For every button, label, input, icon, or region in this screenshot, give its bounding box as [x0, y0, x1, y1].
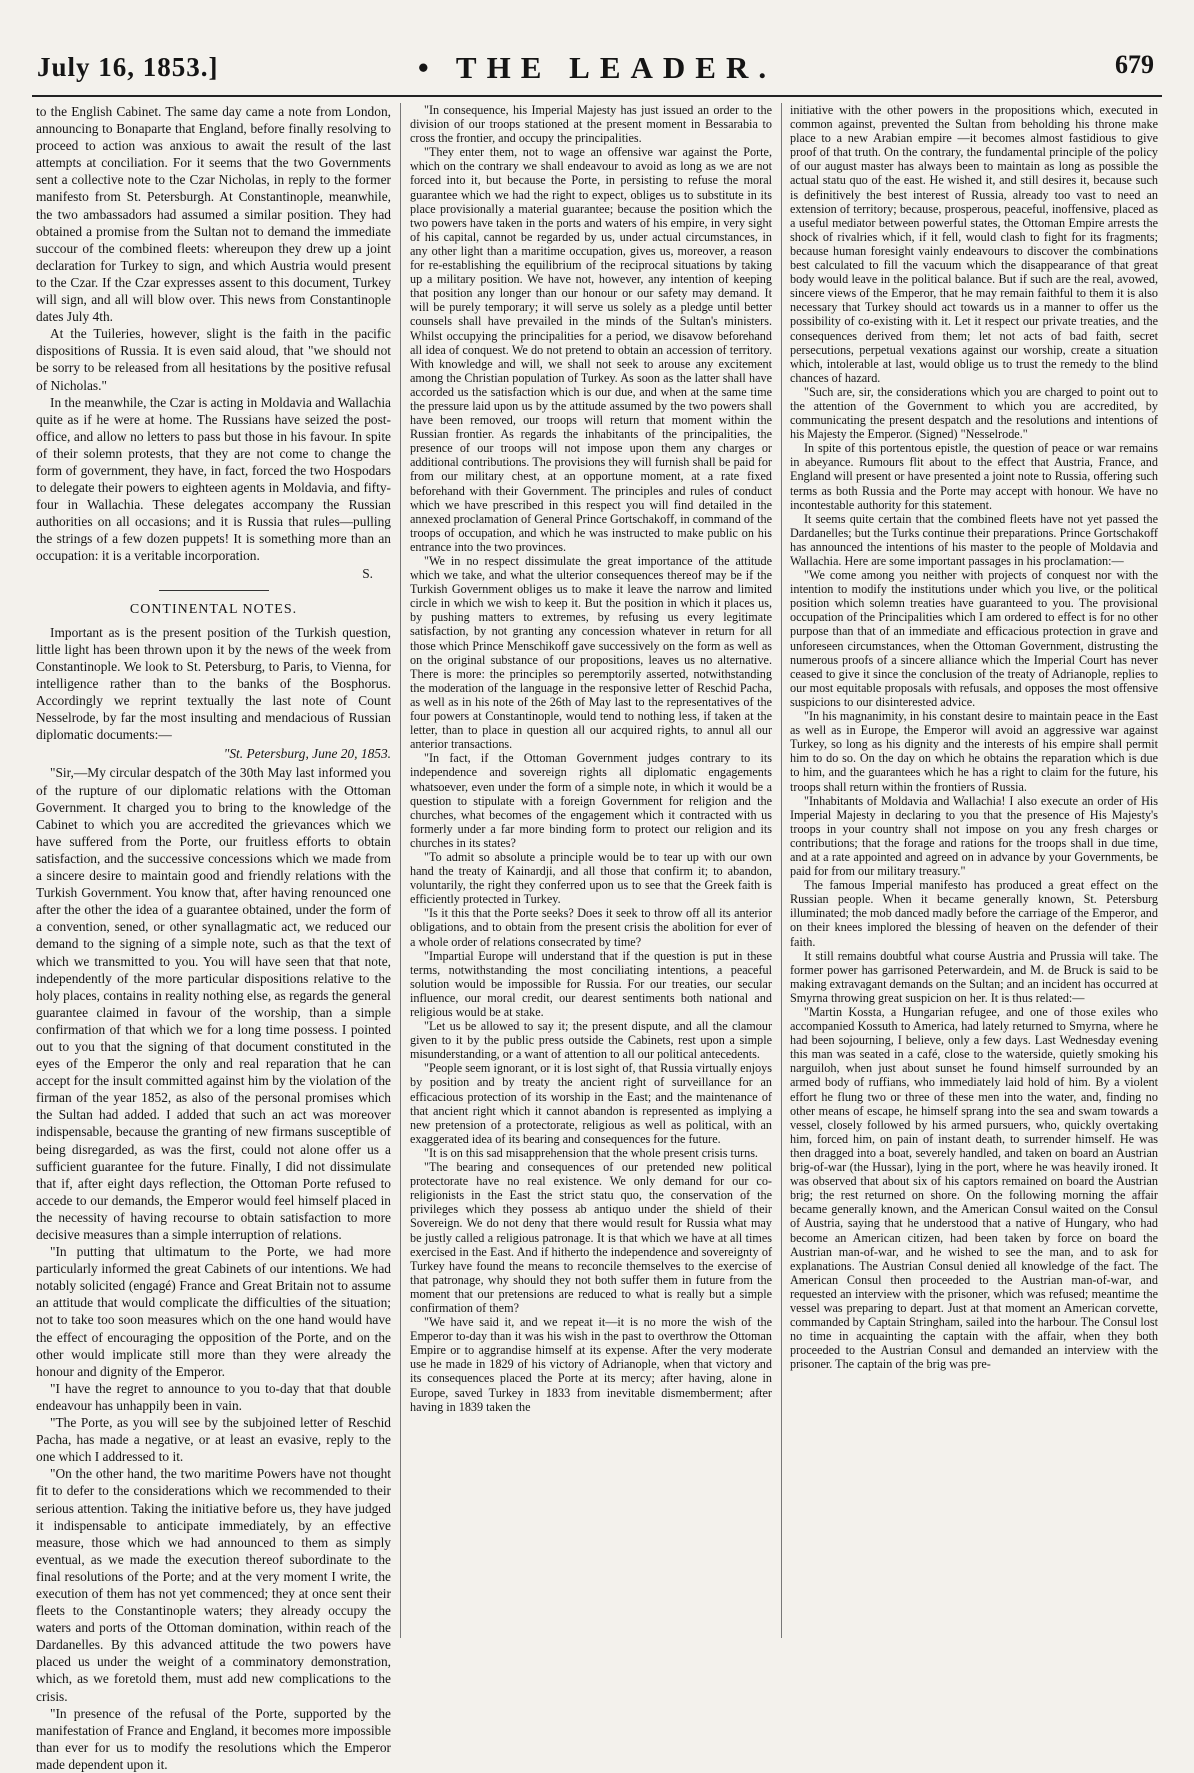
paragraph: "To admit so absolute a principle would be to tear up with our own hand the treaty of Kainardji, and all those that confirm it; to abandon, voluntarily, the right they conferred upon us to see that the Greek faith is efficiently protected in Turkey.: [410, 849, 772, 907]
paragraph: "We come among you neither with projects of conquest nor with the intention to modify the institutions under which you live, or the political position which solemn treaties have guaranteed to you. The provisional occupation of the Principalities which I am ordered to effect is for no other purpose than that of an immediate and efficacious protection in grave and unforeseen circumstances, when the Ottoman Government, distrusting the numerous proofs of a sincere alliance which the Imperial Court has never ceased to give it since the conclusion of the treaty of Adrianople, replies to our most equitable proposals with refusals, and opposes the most offensive suspicions to our disinterested advice.: [790, 568, 1158, 709]
paragraph: "Is it this that the Porte seeks? Does it seek to throw off all its anterior obligations, and to obtain from the present crisis the abolition for ever of a whole order of relations consecrated by time?: [410, 906, 772, 949]
paragraph: "In putting that ultimatum to the Porte, we had more particularly informed the great Cabinets of our intentions. We had notably solicited (engagé) France and Great Britain not to assume an attitude that would complicate the difficulties of the situation; not to take too soon measures which on the one hand would have the effect of encouraging the opposition of the Porte, and on the other would implicate still more than they were already the honour and dignity of the Emperor.: [36, 1244, 391, 1379]
column-divider: [781, 103, 782, 1638]
paragraph: initiative with the other powers in the propositions which, executed in common against, prevented the Sultan from beholding his throne make place to a new Arabian empire —it becomes almost fastidious to give proof of that truth. On the contrary, the fundamental principle of the policy of our august master has always been to maintain as long as possible the actual statu quo of the east. He wished it, and still desires it, because such is definitively the best interest of Russia, already too vast to need an extension of territory; because, prosperous, peaceful, inoffensive, placed as a useful mediator between powerful states, the Ottoman Empire arrests the shock of rivalries which, if it fell, would clash to fight for its fragments; because human foresight vainly endeavours to discover the combinations best calculated to fill the vacuum which the disappearance of that great body would leave in the political balance. But if such are the real, avowed, sincere views of the Emperor, that he may remain faithful to them it is also necessary that Turkey should act towards us in a manner to offer us the possibility of co-existing with it. Let it respect our private treaties, and the consequences derived from them; let not acts of bad faith, secret persecutions, perpetual vexations against our worship, create a situation which, intolerable at last, would oblige us to trust the remedy to the blind chances of hazard.: [790, 103, 1158, 385]
paragraph: "Inhabitants of Moldavia and Wallachia! I also execute an order of His Imperial Majesty in declaring to you that the presence of His Majesty's troops in your country shall not impose on you any fresh charges or contributions; that the forage and rations for the troops shall in due time, and at a rate appointed and agreed on in advance by your Governments, be paid for from our military treasury.": [790, 793, 1158, 879]
paragraph: In spite of this portentous epistle, the question of peace or war remains in abeyance. Rumours flit about to the effect that Austria, France, and England will present or have presented a joint note to Russia, offering such terms as both Russia and the Porte may accept with honour. We have no incontestable authority for this statement.: [790, 441, 1158, 512]
paragraph: "On the other hand, the two maritime Powers have not thought fit to defer to the considerations which we recommended to their serious attention. Taking the initiative before us, they have judged it indispensable to anticipate immediately, by an effective measure, those which we had announced to them as simply eventual, as we made the execution thereof subordinate to the final resolutions of the Porte; and at the very moment I write, the execution of them has not yet commenced; they at once sent their fleets to the Constantinople waters; they already occupy the waters and ports of the Ottoman domination, within reach of the Dardanelles. By this advanced attitude the two powers have placed us under the weight of a comminatory demonstration, which, as we foretold them, must add new complications to the crisis.: [36, 1466, 391, 1704]
paragraph: "In his magnanimity, in his constant desire to maintain peace in the East as well as in Europe, the Emperor will avoid an aggressive war against Turkey, so long as his dignity and the interests of his empire shall permit him to do so. On the day on which he obtains the reparation which is due to him, and the guarantees which he has a right to claim for the future, his troops shall return within the frontiers of Russia.: [790, 709, 1158, 794]
column-divider: [400, 103, 401, 1638]
paragraph: "In presence of the refusal of the Porte, supported by the manifestation of France and England, it becomes more impossible than ever for us to modify the resolutions which the Emperor made dependent upon it.: [36, 1705, 391, 1772]
newspaper-title: • THE LEADER.: [417, 50, 777, 85]
paragraph: "In fact, if the Ottoman Government judges contrary to its independence and sovereign rights all diplomatic engagements whatsoever, even under the form of a simple note, in which it would be a question to stipulate with a foreign Government for religion and the churches, what becomes of the engagement which it contracted with us formerly under a far more binding form to protect our religion and its churches in its states?: [410, 751, 772, 850]
page-number: 679: [1115, 50, 1154, 79]
issue-date: July 16, 1853.]: [37, 52, 219, 82]
paragraph: "The bearing and consequences of our pretended new political protectorate have no real existence. We only demand for our co-religionists in the East the strict statu quo, the conservation of the privileges which they possess ab antiquo under the shield of their Sovereign. We do not deny that there would result for Russia what may be justly called a religious patronage. It is that which we have at all times exercised in the East. And if hitherto the independence and sovereignty of Turkey have found the means to reconcile themselves to the exercise of that patronage, why should they not both suffer them in future from the moment that our pretensions are reduced to what is really but a simple confirmation of them?: [410, 1160, 772, 1315]
paragraph: At the Tuileries, however, slight is the faith in the pacific dispositions of Russia. It is even said aloud, that "we should not be sorry to be released from all hesitations by the positive refusal of Nicholas.": [36, 326, 391, 393]
page-header: [0, 0, 1194, 92]
paragraph: "The Porte, as you will see by the subjoined letter of Reschid Pacha, has made a negative, or at least an evasive, reply to the one which I addressed to it.: [36, 1415, 391, 1465]
paragraph: "Let us be allowed to say it; the present dispute, and all the clamour given to it by the public press outside the Cabinets, rest upon a simple misunderstanding, or a want of attention to all our political antecedents.: [410, 1019, 772, 1062]
section-heading: CONTINENTAL NOTES.: [129, 601, 298, 617]
paragraph: "In consequence, his Imperial Majesty has just issued an order to the division of our troops stationed at the present moment in Bessarabia to cross the frontier, and occupy the principalities.: [410, 103, 772, 146]
paragraph: "Such are, sir, the considerations which you are charged to point out to the attention of the Government to which you are accredited, by communicating the present despatch and the resolutions and intentions of his Majesty the Emperor. (Signed) "Nesselrode.": [790, 384, 1158, 442]
paragraph: It seems quite certain that the combined fleets have not yet passed the Dardanelles; but the Turks continue their preparations. Prince Gortschakoff has announced the intentions of his master to the people of Moldavia and Wallachia. Here are some important passages in his proclamation:—: [790, 511, 1158, 568]
paragraph: "Martin Kossta, a Hungarian refugee, and one of those exiles who accompanied Kossuth to America, had lately returned to Smyrna, where he had been sojourning, I believe, only a few days. Last Wednesday evening this man was seated in a café, close to the waterside, quietly smoking his narguiloh, when just about sunset he found himself surrounded by an armed body of ruffians, who immediately laid hold of him. By a violent effort he flung two or three of these men into the water, and, finding no other means of escape, he himself sprang into the sea and swam towards a vessel, closely followed by his armed pursuers, who, quickly overtaking him, forced him, on pain of instant death, to surrender himself. He was then dragged into a boat, severely handled, and taken on board an Austrian brig-of-war (the Hussar), lying in the port, where he was heavily ironed. It was observed that about six of his captors remained on board the Austrian brig; the rest returned on shore. On the following morning the affair became generally known, and the American Consul waited on the Consul of Austria, saying that he understood that a native of Hungary, who had become an American citizen, had been taken by force on board the Austrian man-of-war, and he wished to see the man, and to ask for explanations. The Austrian Consul denied all knowledge of the fact. The American Consul then proceeded to the Austrian man-of-war, and requested an interview with the prisoner, which was refused; meantime the vessel was preparing to depart. Just at that moment an American corvette, commanded by Captain Stringham, sailed into the harbour. The Consul lost no time in acquainting the captain with the affair, when they both proceeded to the Austrian Consul and demanded an interview with the prisoner. The captain of the brig was pre-: [790, 1005, 1158, 1372]
paragraph: "We in no respect dissimulate the great importance of the attitude which we take, and what the ulterior consequences thereof may be if the Turkish Government obliges us to make it leave the narrow and limited circle in which we wish to keep it. But the position in which it places us, by pushing matters to extremes, by refusing us every legitimate satisfaction, by not granting any concession whatever in return for all those which Prince Menschikoff gave successively on the form as well as on the original substance of our propositions, leaves us no alternative. There is more: the principles so peremptorily asserted, notwithstanding the moderation of the language in the responsive letter of Reschid Pacha, as well as in his note of the 26th of May last to the representatives of the four powers at Constantinople, would tend to nothing less, if taken at the letter, than to place in question all our acquired rights, to annul all our anterior transactions.: [410, 554, 772, 752]
column-1: [36, 103, 391, 1772]
paragraph: The famous Imperial manifesto has produced a great effect on the Russian people. When it became generally known, St. Petersburg illuminated; the mob danced madly before the carriage of the Emperor, and on their knees implored the blessing of heaven on the defender of their faith.: [790, 878, 1158, 949]
paragraph: to the English Cabinet. The same day came a note from London, announcing to Bonaparte that England, before finally resolving to proceed to action was anxious to await the result of the last attempts at conciliation. For it seems that the two Governments sent a collective note to the Czar Nicholas, in reply to the former manifesto from St. Petersburgh. At Constantinople, meanwhile, the two ambassadors had assumed a similar position. They had obtained a promise from the Sultan not to demand the immediate succour of the combined fleets: whereupon they drew up a joint declaration for Turkey to sign, and which Austria would present to the Czar. If the Czar expresses assent to this document, Turkey will sign, and all will blow over. This news from Constantinople dates July 4th.: [36, 104, 391, 325]
column-2: [410, 103, 772, 1643]
column-3: [790, 103, 1158, 1643]
header-rule: [32, 95, 1162, 97]
paragraph: Important as is the present position of the Turkish question, little light has been thrown upon it by the news of the week from Constantinople. We look to St. Petersburg, to Paris, to Vienna, for intelligence rather than to the banks of the Bosphorus. Accordingly we reprint textually the last note of Count Nesselrode, by far the most insulting and mendacious of Russian diplomatic documents:—: [36, 624, 391, 743]
paragraph: "Impartial Europe will understand that if the question is put in these terms, notwithstanding the most conciliating intentions, a peaceful solution would be impossible for Russia. For our treaties, our secular influence, our moral credit, our dearest sentiments both national and religious would be at stake.: [410, 948, 772, 1019]
paragraph: "We have said it, and we repeat it—it is no more the wish of the Emperor to-day than it was his wish in the past to overthrow the Ottoman Empire or to aggrandise himself at its expense. After the very moderate use he made in 1829 of his victory of Adrianople, when that victory and its consequences placed the Porte at its mercy; after having, alone in Europe, saved Turkey in 1833 from inevitable dismemberment; after having in 1839 taken the: [410, 1315, 772, 1414]
paragraph: "I have the regret to announce to you to-day that that double endeavour has unhappily been in vain.: [36, 1380, 391, 1413]
letter-dateline: "St. Petersburg, June 20, 1853.: [223, 746, 391, 762]
paragraph: In the meanwhile, the Czar is acting in Moldavia and Wallachia quite as if he were at home. The Russians have seized the post-office, and allow no letters to pass but those in his favour. In spite of their solemn protests, that they are not come to change the form of government, they have, in fact, forced the two Hospodars to delegate their powers to eighteen agents in Moldavia, and fifty-four in Wallachia. These delegates accompany the Russian authorities on all occasions; and it is Russia that rules—pulling the strings of a few dozen puppets! It is something more than an occupation: it is a veritable incorporation.: [36, 394, 391, 564]
paragraph: It still remains doubtful what course Austria and Prussia will take. The former power has garrisoned Peterwardein, and M. de Bruck is said to be making extravagant demands on the Sultan; and an incident has occurred at Smyrna throwing great suspicion on her. It is thus related:—: [790, 948, 1158, 1005]
paragraph: "Sir,—My circular despatch of the 30th May last informed you of the rupture of our diplomatic relations with the Ottoman Government. It charged you to bring to the knowledge of the Cabinet to which you are accredited the grievances which we have suffered from the Porte, our fruitless efforts to obtain satisfaction, and the successive concessions which we made from a sincere desire to maintain good and friendly relations with the Turkish Government. You know that, after having renounced one after the other the idea of a guarantee obtained, under the form of a convention, sened, or other synallagmatic act, we reduced our demand to the signing of a simple note, such as that the text of which we transmitted to you. You will have seen that that note, independently of the more particular dispositions relative to the holy places, contains in reality nothing else, as regards the general guarantee claimed in favour of the worship, than a simple confirmation of that which we for a long time possess. I pointed out to you that the signing of that document constituted in the eyes of the Emperor the only and real reparation that he can accept for the insult committed against him by the violation of the firman of the year 1852, as also of the personal promises which the Sultan had added. I added that such an act was moreover indispensable, because the granting of new firmans susceptible of being disregarded, as was the first, could not alone offer us a sufficient guarantee for the future. Finally, I did not dissimulate that if, after eight days reflection, the Ottoman Porte refused to accede to our demands, the Emperor would feel himself placed in the necessity of having recourse to obtain satisfaction to more decisive measures than a simple interruption of relations.: [36, 765, 391, 1242]
paragraph: "People seem ignorant, or it is lost sight of, that Russia virtually enjoys by position and by treaty the ancient right of surveillance for an efficacious protection of its worship in the East; and the maintenance of that ancient right which it cannot abandon is represented as implying a new pretension of a protectorate, religious as well as political, with an exaggerated idea of its bearing and consequences for the future.: [410, 1061, 772, 1146]
section-divider: [159, 590, 269, 591]
paragraph: "They enter them, not to wage an offensive war against the Porte, which on the contrary we shall endeavour to avoid as long as we are not forced into it, but because the Porte, in persisting to refuse the moral guarantee which we had the right to expect, obliges us to substitute in its place provisionally a material guarantee; because the position which the two powers have taken in the ports and waters of his empire, in very sight of his capital, cannot be regarded by us, under actual circumstances, in any other light than a maritime occupation, gives us, moreover, a reason for re-establishing the equilibrium of the reciprocal situations by taking up a military position. We have not, however, any intention of keeping that position any longer than our honour or our safety may demand. It will be purely temporary; it will serve us solely as a pledge until better counsels shall have prevailed in the minds of the Sultan's ministers. Whilst occupying the principalities for a period, we disavow beforehand all idea of conquest. We do not pretend to obtain an accession of territory. With knowledge and will, we shall not seek to arouse any excitement among the Christian population of Turkey. As soon as the latter shall have accorded us the satisfaction which is our due, and when at the same time the pressure laid upon us by the attitude assumed by the two powers shall have been removed, our troops will return that moment within the Russian frontier. As regards the inhabitants of the principalities, the presence of our troops will not impose upon them any charges or additional contributions. The provisions they will furnish shall be paid for from our military chest, at an opportune moment, at a rate fixed beforehand with their Government. The principles and rules of conduct which we have prescribed in this respect you will find detailed in the annexed proclamation of General Prince Gortschakoff, in command of the troops of occupation, and which he was instructed to make public on his entrance into the two provinces.: [410, 145, 772, 554]
paragraph: "It is on this sad misapprehension that the whole present crisis turns.: [424, 1145, 758, 1160]
author-signature: S.: [362, 565, 373, 581]
